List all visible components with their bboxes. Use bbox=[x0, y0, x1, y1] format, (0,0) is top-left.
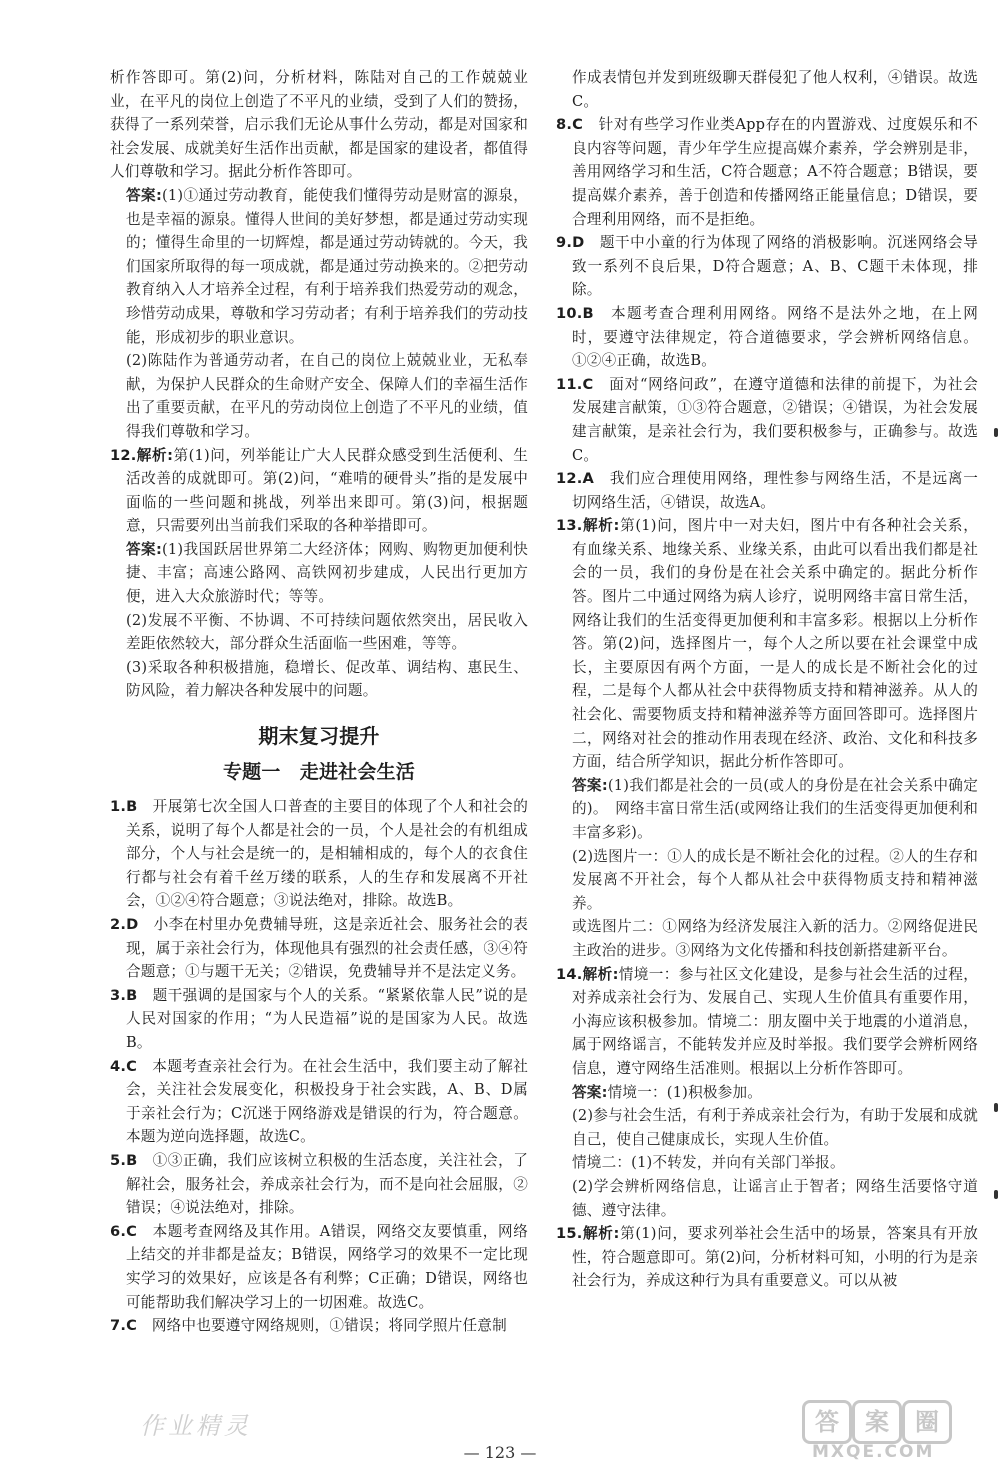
watermark-url: MXQE.COM bbox=[812, 1442, 935, 1462]
edge-mark bbox=[994, 1103, 998, 1112]
q14-answer-1 bbox=[556, 1081, 978, 1105]
q12-answer-2: (2)发展不平衡、不协调、不可持续问题依然突出，居民收入差距依然较大，部分群众生活面临一些困难，等等。 bbox=[126, 611, 528, 653]
item-text: 面对“网络问政”，在遵守道德和法律的前提下，为社会发展建言献策，①③符合题意，②错误；④错误，为社会发展建言献策，是亲社会行为，我们要积极参与，正确参与。故选C。 bbox=[572, 375, 978, 464]
question-number: 13. bbox=[556, 517, 583, 535]
section-title: 期末复习提升 bbox=[258, 724, 380, 749]
q11-answer-2: (2)陈陆作为普通劳动者，在自己的岗位上兢兢业业，无私奉献，为保护人民群众的生命财产安全、保障人们的幸福生活作出了重要贡献，在平凡的劳动岗位上创造了不平凡的业绩，值得我们尊敬和学习。 bbox=[126, 352, 528, 440]
right-answer-list bbox=[556, 113, 978, 514]
answer-text: (1)我们都是社会的一员(或人的身份是在社会关系中确定的)。 网络丰富日常生活(或网络让我们的生活变得更加便利和丰富多彩)。 bbox=[572, 776, 978, 841]
question-number: 2.D bbox=[110, 916, 139, 933]
q11-answer-1 bbox=[110, 184, 528, 349]
item-text: 针对有些学习作业类App存在的内置游戏、过度娱乐和不良内容等问题，青少年学生应提高媒介素养，学会辨别是非，善用网络学习和生活，C符合题意；A不符合题意；B错误，要提高媒介素养，善于创造和传播网络正能量信息；D错误，要合理利用网络，而不是拒绝。 bbox=[572, 116, 978, 228]
answer-item bbox=[556, 113, 978, 231]
edge-mark bbox=[994, 428, 998, 437]
q13-answer-3: 或选图片二：①网络为经济发展注入新的活力。②网络促进民主政治的进步。③网络为文化传播和科技创新搭建新平台。 bbox=[572, 918, 978, 959]
answer-item bbox=[110, 1314, 528, 1338]
q12-answer-1 bbox=[110, 538, 528, 609]
watermark-char: 案 bbox=[852, 1400, 902, 1444]
watermark-logo bbox=[802, 1400, 992, 1462]
question-number: 12.A bbox=[556, 470, 594, 488]
question-15-analysis bbox=[556, 1222, 978, 1293]
item-text: 本题考查网络及其作用。A错误，网络交友要慎重，网络上结交的并非都是益友；B错误，网络学习的效果不一定比现实学习的效果好，应该是各有利弊；C正确；D错误，网络也可能帮助我们解决学习上的一切困难。故选C。 bbox=[126, 1222, 528, 1311]
answer-item bbox=[110, 1220, 528, 1314]
left-answer-list bbox=[110, 795, 528, 1338]
question-number: 4.C bbox=[110, 1057, 138, 1075]
item-text: 网络中也要遵守网络规则，①错误；将同学照片任意制 bbox=[151, 1317, 507, 1335]
answer-label: 答案: bbox=[126, 186, 163, 204]
edge-mark bbox=[994, 1190, 998, 1199]
item-text: 开展第七次全国人口普查的主要目的体现了个人和社会的关系，说明了每个人都是社会的一员，个人是社会的有机组成部分，个人与社会是统一的，是相辅相成的，每个人的衣食住行都与社会有着千丝万缕的联系，人的生存和发展离不开社会，①②④符合题意；③说法绝对，排除。故选B。 bbox=[126, 798, 528, 910]
q14-answer-3: 情境二：(1)不转发，并向有关部门举报。 bbox=[572, 1154, 845, 1172]
item-text: 题干中小童的行为体现了网络的消极影响。沉迷网络会导致一系列不良后果，D符合题意；A、B、C题干未体现，排除。 bbox=[572, 234, 978, 299]
question-number: 10.B bbox=[556, 304, 594, 322]
question-12-analysis bbox=[110, 444, 528, 538]
analysis-label: 解析: bbox=[582, 1225, 620, 1243]
question-number: 14. bbox=[556, 965, 583, 983]
question-number: 12. bbox=[110, 446, 137, 464]
answer-item bbox=[110, 913, 528, 984]
answer-item bbox=[110, 795, 528, 913]
item-text: 本题考查亲社会行为。在社会生活中，我们要主动了解社会，关注社会发展变化，积极投身于社会实践，A、B、D属于亲社会行为；C沉迷于网络游戏是错误的行为，符合题意。本题为逆向选择题，故选C。 bbox=[126, 1057, 528, 1146]
answer-item bbox=[110, 984, 528, 1055]
question-number: 5.B bbox=[110, 1151, 138, 1169]
analysis-label: 解析: bbox=[582, 965, 619, 983]
q12-answer-3: (3)采取各种积极措施，稳增长、促改革、调结构、惠民生、防风险，着力解决各种发展中的问题。 bbox=[126, 658, 528, 700]
q13-answer-2: (2)选图片一：①人的成长是不断社会化的过程。②人的生存和发展离不开社会，每个人都从社会中获得物质支持和精神滋养。 bbox=[572, 847, 978, 912]
q14-answer-4: (2)学会辨析网络信息，让谣言止于智者；网络生活要恪守道德、遵守法律。 bbox=[572, 1177, 978, 1219]
analysis-text: 第(1)问，图片中一对夫妇，图片中有各种社会关系，有血缘关系、地缘关系、业缘关系，由此可以看出我们都是社会的一员，我们的身份是在社会关系中确定的。据此分析作答。图片二中通过网络为病人诊疗，说明网络丰富日常生活，网络让我们的生活变得更加便利和丰富多彩。根据以上分析作答。第(2)问，选择图片一，每个人之所以要在社会课堂中成长，主要原因有两个方面，一是人的成长是不断社会化的过程，二是每个人都从社会中获得物质支持和精神滋养。从人的社会化、需要物质支持和精神滋养等方面回答即可。选择图片二，网络对社会的推动作用表现在经济、政治、文化和科技多方面，结合所学知识，据此分析作答即可。 bbox=[572, 517, 978, 771]
answer-item bbox=[556, 467, 978, 514]
right-column bbox=[556, 66, 978, 1293]
answer-item bbox=[556, 373, 978, 467]
answer-item bbox=[556, 231, 978, 302]
answer-label: 答案: bbox=[126, 540, 163, 558]
left-column bbox=[110, 66, 528, 1338]
answer-text: 情境一：(1)积极参加。 bbox=[607, 1083, 763, 1101]
question-14-analysis bbox=[556, 963, 978, 1081]
watermark-char: 圈 bbox=[902, 1400, 952, 1444]
item-text: ①③正确，我们应该树立积极的生活态度，关注社会，了解社会，服务社会，养成亲社会行为，而不是向社会屈服，②错误；④说法绝对，排除。 bbox=[126, 1151, 528, 1217]
question-number: 6.C bbox=[110, 1222, 138, 1240]
answer-label: 答案: bbox=[572, 776, 608, 794]
answer-item bbox=[110, 1149, 528, 1220]
item-text: 小李在村里办免费辅导班，这是亲近社会、服务社会的表现，属于亲社会行为，体现他具有强烈的社会责任感，③④符合题意；①与题干无关；②错误，免费辅导并不是法定义务。 bbox=[126, 916, 528, 981]
q13-answer-1 bbox=[556, 774, 978, 845]
question-number: 1.B bbox=[110, 798, 138, 816]
analysis-label: 解析: bbox=[136, 446, 174, 464]
answer-text: (1)①通过劳动教育，能使我们懂得劳动是财富的源泉，也是幸福的源泉。懂得人世间的美好梦想，都是通过劳动实现的；懂得生命里的一切辉煌，都是通过劳动铸就的。今天，我们国家所取得的每一项成就，都是通过劳动换来的。②把劳动教育纳入人才培养全过程，有利于培养我们热爱劳动的观念，珍惜劳动成果，尊敬和学习劳动者；有利于培养我们的劳动技能，形成初步的职业意识。 bbox=[126, 186, 529, 346]
analysis-text: 第(1)问，列举能让广大人民群众感受到生活便利、生活改善的成就即可。第(2)问，“难啃的硬骨头”指的是发展中面临的一些问题和挑战，列举出来即可。第(3)问，根据题意，只需要列出当前我们采取的各种举措即可。 bbox=[126, 446, 528, 535]
q7-continuation: 作成表情包并发到班级聊天群侵犯了他人权利，④错误。故选C。 bbox=[572, 69, 978, 110]
answer-item bbox=[556, 302, 978, 373]
question-number: 7.C bbox=[110, 1317, 138, 1335]
item-text: 题干强调的是国家与个人的关系。“紧紧依靠人民”说的是人民对国家的作用；“为人民造福”说的是国家为人民。故选B。 bbox=[126, 986, 529, 1051]
topic-title: 专题一 走进社会生活 bbox=[222, 761, 415, 784]
analysis-text: 情境一：参与社区文化建设，是参与社会生活的过程，对养成亲社会行为、发展自己、实现人生价值具有重要作用，小海应该积极参加。情境二：朋友圈中关于地震的小道消息，属于网络谣言，不能转发并应及时举报。我们要学会辨析网络信息，遵守网络生活准则。根据以上分析作答即可。 bbox=[572, 965, 978, 1077]
answer-text: (1)我国跃居世界第二大经济体；网购、购物更加便利快捷、丰富；高速公路网、高铁网初步建成，人民出行更加方便，进入大众旅游时代；等等。 bbox=[126, 540, 529, 606]
question-number: 8.C bbox=[556, 116, 584, 134]
q14-answer-2: (2)参与社会生活，有利于养成亲社会行为，有助于发展和成就自己，使自己健康成长，实现人生价值。 bbox=[572, 1107, 978, 1148]
analysis-text: 第(1)问，要求列举社会生活中的场景，答案具有开放性，符合题意即可。第(2)问，分析材料可知，小明的行为是亲社会行为，养成这种行为具有重要意义。可以从被 bbox=[572, 1225, 978, 1290]
item-text: 本题考查合理利用网络。网络不是法外之地，在上网时，要遵守法律规定，符合道德要求，学会辨析网络信息。①②④正确，故选B。 bbox=[572, 304, 979, 370]
question-number: 15. bbox=[556, 1225, 583, 1243]
footer-logo: 作业精灵 bbox=[140, 1412, 252, 1440]
analysis-label: 解析: bbox=[582, 517, 620, 535]
answer-label: 答案: bbox=[572, 1083, 608, 1101]
answer-item bbox=[110, 1055, 528, 1149]
question-number: 11.C bbox=[556, 375, 594, 393]
watermark-char: 答 bbox=[802, 1400, 852, 1444]
question-13-analysis bbox=[556, 514, 978, 774]
page-number: — 123 — bbox=[463, 1443, 537, 1462]
q11-continuation: 析作答即可。第(2)问，分析材料，陈陆对自己的工作兢兢业业，在平凡的岗位上创造了不平凡的业绩，受到了人们的赞扬，获得了一系列荣誉，启示我们无论从事什么劳动，都是对国家和社会发展、成就美好生活作出贡献，都是国家的建设者，都值得人们尊敬和学习。据此分析作答即可。 bbox=[110, 69, 528, 181]
question-number: 9.D bbox=[556, 234, 585, 252]
item-text: 我们应合理使用网络，理性参与网络生活，不是远离一切网络生活，④错误，故选A。 bbox=[572, 470, 978, 511]
question-number: 3.B bbox=[110, 986, 138, 1004]
